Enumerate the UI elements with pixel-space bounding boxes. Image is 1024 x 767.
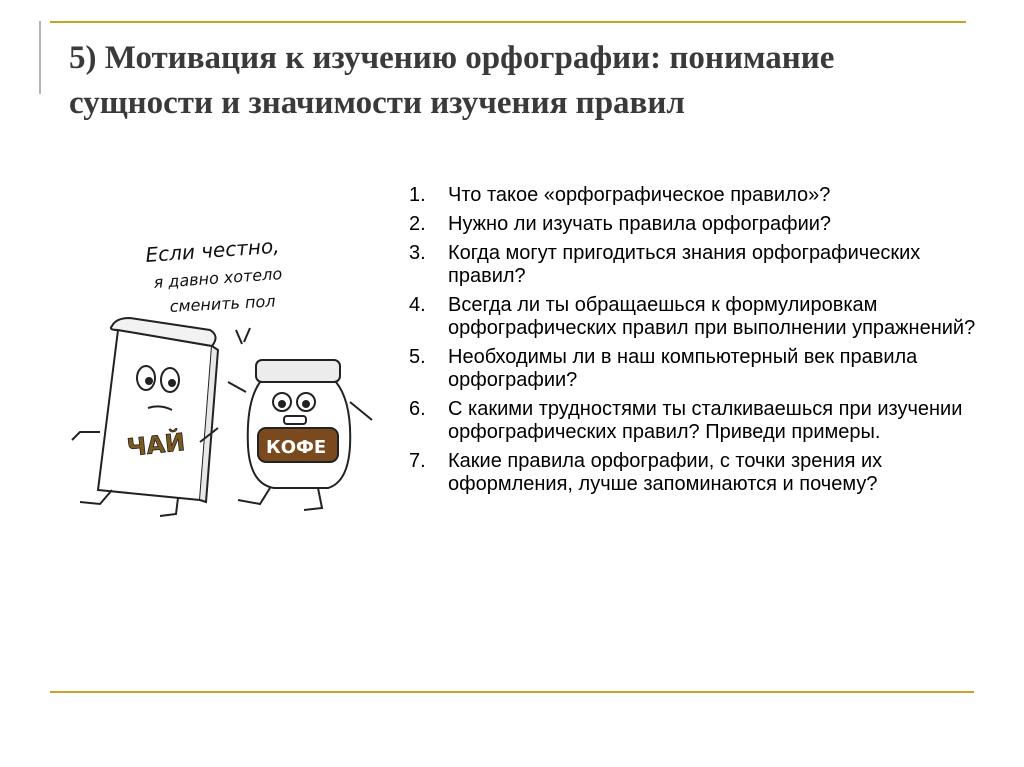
list-item bbox=[400, 242, 1000, 288]
list-item-text: Необходимы ли в наш компьютерный век правила орфографии? bbox=[448, 346, 918, 391]
slide-title: 5) Мотивация к изучению орфографии: понимание сущности и значимости изучения правил bbox=[69, 40, 835, 121]
speech-line-2: я давно хотело bbox=[152, 264, 283, 292]
list-item-text: Какие правила орфографии, с точки зрения их оформления, лучше запоминаются и почему? bbox=[448, 450, 883, 495]
list-item bbox=[400, 346, 1000, 392]
list-item-number: 5. bbox=[409, 346, 426, 368]
list-item-number: 2. bbox=[409, 213, 426, 235]
list-item-number: 7. bbox=[409, 450, 426, 472]
list-item-number: 6. bbox=[409, 398, 426, 420]
coffee-label: КОФЕ bbox=[266, 437, 327, 458]
list-item-number: 3. bbox=[409, 242, 426, 264]
speech-line-1: Если честно, bbox=[144, 233, 281, 267]
list-item bbox=[400, 398, 1000, 444]
list-item-number: 4. bbox=[409, 294, 426, 316]
list-item-text: Всегда ли ты обращаешься к формулировкам орфографических правил при выполнении упражнений? bbox=[448, 294, 976, 339]
speech-line-3: сменить пол bbox=[169, 291, 276, 316]
tea-box-character bbox=[72, 318, 218, 516]
tea-label: ЧАЙ bbox=[125, 428, 187, 462]
grumble-marks bbox=[236, 328, 250, 344]
list-item bbox=[400, 213, 1000, 236]
list-item-text: Нужно ли изучать правила орфографии? bbox=[448, 213, 832, 235]
list-item-text: С какими трудностями ты сталкиваешься при изучении орфографических правил? Приведи примеры. bbox=[448, 398, 963, 443]
list-item bbox=[400, 450, 1000, 496]
bottom-divider bbox=[50, 691, 974, 693]
list-item-number: 1. bbox=[409, 184, 426, 206]
coffee-jar-character bbox=[228, 360, 372, 510]
list-item bbox=[400, 294, 1000, 340]
list-item-text: Когда могут пригодиться знания орфографических правил? bbox=[448, 242, 921, 287]
left-divider bbox=[39, 21, 41, 94]
list-item-text: Что такое «орфографическое правило»? bbox=[448, 184, 831, 206]
cartoon-illustration bbox=[60, 232, 390, 532]
list-item bbox=[400, 184, 1000, 207]
question-list bbox=[400, 184, 1000, 502]
top-divider bbox=[50, 21, 966, 23]
